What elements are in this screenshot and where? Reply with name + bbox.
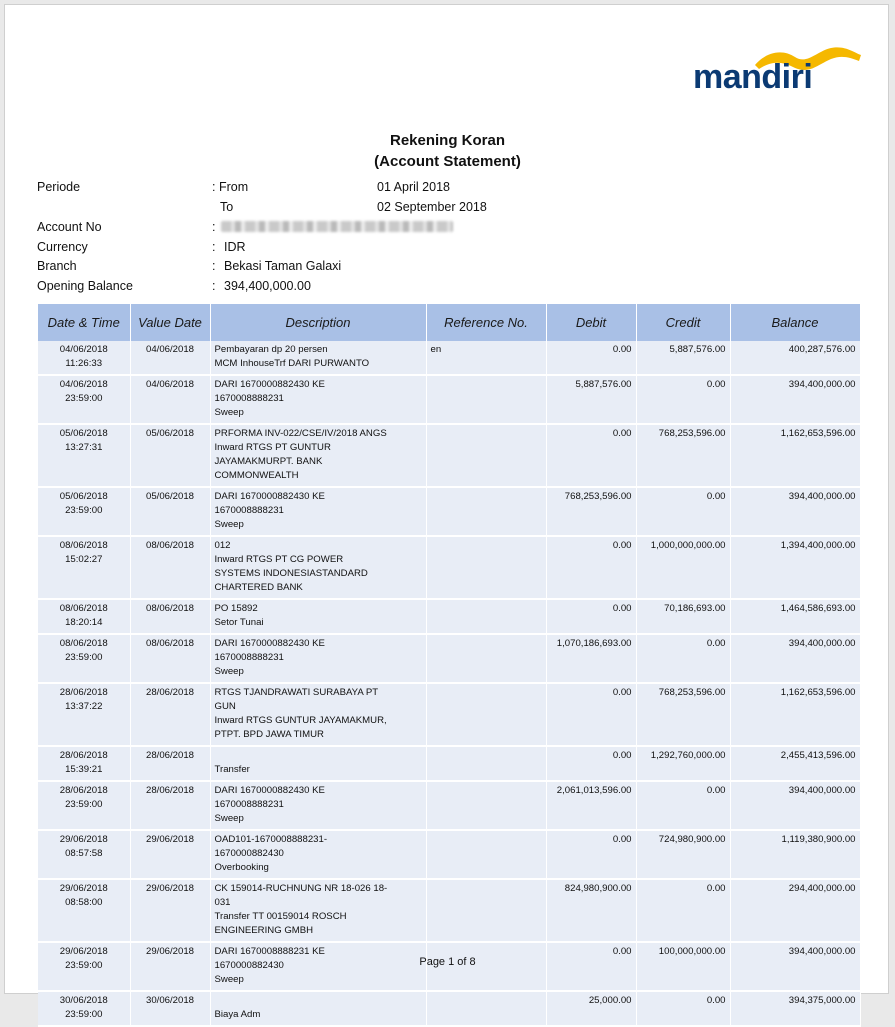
description-line: PRFORMA INV-022/CSE/IV/2018 ANGS xyxy=(214,428,387,439)
description-line: Sweep xyxy=(214,666,244,677)
cell-credit: 0.00 xyxy=(636,487,730,536)
cell-value-date: 28/06/2018 xyxy=(130,683,210,746)
cell-reference xyxy=(426,536,546,599)
cell-reference xyxy=(426,991,546,1026)
table-row xyxy=(38,341,860,375)
cell-balance: 394,400,000.00 xyxy=(730,942,860,991)
cell-description xyxy=(210,536,426,599)
cell-value-date: 04/06/2018 xyxy=(130,341,210,375)
logo-wordmark: mandiri xyxy=(693,58,813,96)
cell-credit: 5,887,576.00 xyxy=(636,341,730,375)
cell-credit: 100,000,000.00 xyxy=(636,942,730,991)
cell-balance: 294,400,000.00 xyxy=(730,879,860,942)
cell-credit: 768,253,596.00 xyxy=(636,683,730,746)
cell-date-time xyxy=(38,683,130,746)
cell-debit: 5,887,576.00 xyxy=(546,375,636,424)
col-reference: Reference No. xyxy=(426,304,546,341)
cell-date: 05/06/2018 xyxy=(59,491,108,502)
description-line: 1670008888231 xyxy=(214,505,284,516)
cell-time: 23:59:00 xyxy=(65,1009,103,1020)
branch-value: Bekasi Taman Galaxi xyxy=(224,259,342,273)
table-row xyxy=(38,781,860,830)
table-row xyxy=(38,536,860,599)
to-label: To xyxy=(220,200,234,214)
cell-value-date: 29/06/2018 xyxy=(130,942,210,991)
periode-label: Periode xyxy=(37,180,81,194)
cell-balance: 1,162,653,596.00 xyxy=(730,683,860,746)
description-line: 1670008888231 xyxy=(214,799,284,810)
description-line: Sweep xyxy=(214,813,244,824)
cell-time: 11:26:33 xyxy=(65,358,103,369)
opening-balance-colon: : xyxy=(212,279,216,293)
description-line: ENGINEERING GMBH xyxy=(214,925,314,936)
cell-date: 28/06/2018 xyxy=(59,785,108,796)
cell-date-time xyxy=(38,599,130,634)
cell-reference xyxy=(426,879,546,942)
description-line: Sweep xyxy=(214,519,244,530)
cell-description xyxy=(210,487,426,536)
col-credit: Credit xyxy=(636,304,730,341)
cell-date: 08/06/2018 xyxy=(59,603,108,614)
cell-credit: 0.00 xyxy=(636,781,730,830)
account-label: Account No xyxy=(37,220,102,234)
cell-debit: 0.00 xyxy=(546,942,636,991)
description-line: JAYAMAKMURPT. BANK xyxy=(214,456,323,467)
table-row xyxy=(38,683,860,746)
cell-value-date: 29/06/2018 xyxy=(130,879,210,942)
col-date-time: Date & Time xyxy=(38,304,130,341)
description-line: 1670008888231 xyxy=(214,393,284,404)
col-value-date: Value Date xyxy=(130,304,210,341)
description-line: SYSTEMS INDONESIASTANDARD xyxy=(214,568,368,579)
description-line: Pembayaran dp 20 persen xyxy=(214,344,328,355)
description-line: COMMONWEALTH xyxy=(214,470,299,481)
cell-balance: 400,287,576.00 xyxy=(730,341,860,375)
description-line: Overbooking xyxy=(214,862,269,873)
cell-balance: 394,400,000.00 xyxy=(730,375,860,424)
cell-time: 15:02:27 xyxy=(65,554,103,565)
cell-date: 05/06/2018 xyxy=(59,428,108,439)
cell-debit: 768,253,596.00 xyxy=(546,487,636,536)
opening-balance-label: Opening Balance xyxy=(37,279,133,293)
cell-date-time xyxy=(38,424,130,487)
to-value: 02 September 2018 xyxy=(377,200,487,214)
cell-date-time xyxy=(38,375,130,424)
description-line: 031 xyxy=(214,897,231,908)
cell-balance: 394,400,000.00 xyxy=(730,781,860,830)
cell-date: 08/06/2018 xyxy=(59,540,108,551)
cell-debit: 824,980,900.00 xyxy=(546,879,636,942)
table-row xyxy=(38,991,860,1026)
account-colon: : xyxy=(212,220,216,234)
cell-date: 28/06/2018 xyxy=(59,687,108,698)
cell-credit: 0.00 xyxy=(636,879,730,942)
cell-debit: 1,070,186,693.00 xyxy=(546,634,636,683)
cell-value-date: 08/06/2018 xyxy=(130,599,210,634)
statement-page xyxy=(4,4,889,1020)
table-header-row xyxy=(38,304,860,341)
table-row xyxy=(38,634,860,683)
cell-value-date: 04/06/2018 xyxy=(130,375,210,424)
from-value: 01 April 2018 xyxy=(377,180,450,194)
cell-reference xyxy=(426,683,546,746)
opening-balance-value: 394,400,000.00 xyxy=(224,279,311,293)
cell-reference xyxy=(426,375,546,424)
cell-credit: 0.00 xyxy=(636,375,730,424)
description-line: DARI 1670000882430 KE xyxy=(214,379,325,390)
description-line: MCM InhouseTrf DARI PURWANTO xyxy=(214,358,370,369)
cell-time: 08:58:00 xyxy=(65,897,103,908)
col-balance: Balance xyxy=(730,304,860,341)
branch-label: Branch xyxy=(37,259,77,273)
cell-time: 23:59:00 xyxy=(65,505,103,516)
description-line: Sweep xyxy=(214,974,244,985)
cell-balance: 2,455,413,596.00 xyxy=(730,746,860,781)
cell-description xyxy=(210,599,426,634)
cell-credit: 724,980,900.00 xyxy=(636,830,730,879)
cell-credit: 0.00 xyxy=(636,991,730,1026)
description-line: Transfer TT 00159014 ROSCH xyxy=(214,911,347,922)
cell-description xyxy=(210,991,426,1026)
description-line: Biaya Adm xyxy=(214,1009,261,1020)
cell-description xyxy=(210,746,426,781)
description-line: RTGS TJANDRAWATI SURABAYA PT xyxy=(214,687,379,698)
mandiri-logo xyxy=(691,45,863,101)
description-line: 1670000882430 xyxy=(214,960,284,971)
cell-value-date: 05/06/2018 xyxy=(130,487,210,536)
cell-date-time xyxy=(38,536,130,599)
cell-time: 23:59:00 xyxy=(65,652,103,663)
cell-reference: en xyxy=(426,341,546,375)
cell-description xyxy=(210,341,426,375)
cell-time: 23:59:00 xyxy=(65,393,103,404)
description-line: Transfer xyxy=(214,764,250,775)
description-line: CHARTERED BANK xyxy=(214,582,303,593)
cell-debit: 0.00 xyxy=(546,683,636,746)
description-line: 012 xyxy=(214,540,231,551)
description-line: DARI 1670000882430 KE xyxy=(214,491,325,502)
transactions-table xyxy=(38,304,861,1027)
description-line xyxy=(215,749,422,763)
description-line xyxy=(215,994,422,1008)
cell-balance: 1,464,586,693.00 xyxy=(730,599,860,634)
description-line: 1670008888231 xyxy=(214,652,284,663)
table-row xyxy=(38,830,860,879)
cell-date: 04/06/2018 xyxy=(59,379,108,390)
description-line: OAD101-1670008888231- xyxy=(214,834,328,845)
cell-date-time xyxy=(38,634,130,683)
description-line: GUN xyxy=(214,701,236,712)
cell-balance: 394,375,000.00 xyxy=(730,991,860,1026)
page-number: Page 1 of 8 xyxy=(419,956,476,968)
table-row xyxy=(38,375,860,424)
description-line: 1670000882430 xyxy=(214,848,284,859)
cell-value-date: 08/06/2018 xyxy=(130,634,210,683)
table-row xyxy=(38,487,860,536)
account-number-redacted xyxy=(221,221,453,232)
description-line: PO 15892 xyxy=(214,603,258,614)
description-line: DARI 1670000882430 KE xyxy=(214,785,325,796)
cell-time: 18:20:14 xyxy=(65,617,103,628)
currency-label: Currency xyxy=(37,240,88,254)
cell-debit: 2,061,013,596.00 xyxy=(546,781,636,830)
page-subtitle: (Account Statement) xyxy=(374,153,521,170)
description-line: Inward RTGS PT CG POWER xyxy=(214,554,344,565)
table-row xyxy=(38,424,860,487)
cell-time: 13:37:22 xyxy=(65,701,103,712)
cell-date-time xyxy=(38,991,130,1026)
cell-date: 30/06/2018 xyxy=(59,995,108,1006)
col-debit: Debit xyxy=(546,304,636,341)
cell-description xyxy=(210,424,426,487)
col-description: Description xyxy=(210,304,426,341)
cell-description xyxy=(210,879,426,942)
table-row xyxy=(38,599,860,634)
description-line: DARI 1670000882430 KE xyxy=(214,638,325,649)
cell-balance: 394,400,000.00 xyxy=(730,634,860,683)
cell-reference xyxy=(426,781,546,830)
cell-time: 13:27:31 xyxy=(65,442,103,453)
cell-value-date: 28/06/2018 xyxy=(130,781,210,830)
table-body xyxy=(38,341,860,1026)
page-title: Rekening Koran xyxy=(389,132,506,149)
cell-debit: 0.00 xyxy=(546,746,636,781)
cell-description xyxy=(210,683,426,746)
cell-date: 08/06/2018 xyxy=(59,638,108,649)
cell-debit: 25,000.00 xyxy=(546,991,636,1026)
cell-balance: 1,119,380,900.00 xyxy=(730,830,860,879)
cell-time: 08:57:58 xyxy=(65,848,103,859)
cell-value-date: 30/06/2018 xyxy=(130,991,210,1026)
description-line: Setor Tunai xyxy=(214,617,264,628)
cell-reference xyxy=(426,746,546,781)
cell-time: 23:59:00 xyxy=(65,799,103,810)
cell-date: 29/06/2018 xyxy=(59,946,108,957)
description-line: Inward RTGS PT GUNTUR xyxy=(214,442,331,453)
cell-debit: 0.00 xyxy=(546,599,636,634)
cell-date-time xyxy=(38,341,130,375)
cell-reference xyxy=(426,599,546,634)
cell-balance: 1,162,653,596.00 xyxy=(730,424,860,487)
cell-date: 04/06/2018 xyxy=(59,344,108,355)
cell-date-time xyxy=(38,781,130,830)
from-label: : From xyxy=(212,180,249,194)
branch-colon: : xyxy=(212,259,216,273)
cell-reference xyxy=(426,487,546,536)
cell-credit: 0.00 xyxy=(636,634,730,683)
cell-debit: 0.00 xyxy=(546,424,636,487)
cell-date-time xyxy=(38,746,130,781)
cell-credit: 70,186,693.00 xyxy=(636,599,730,634)
cell-balance: 1,394,400,000.00 xyxy=(730,536,860,599)
description-line: DARI 1670008888231 KE xyxy=(214,946,325,957)
description-line: Inward RTGS GUNTUR JAYAMAKMUR, xyxy=(214,715,387,726)
cell-time: 15:39:21 xyxy=(65,764,103,775)
cell-value-date: 05/06/2018 xyxy=(130,424,210,487)
cell-value-date: 29/06/2018 xyxy=(130,830,210,879)
description-line: CK 159014-RUCHNUNG NR 18-026 18- xyxy=(214,883,388,894)
cell-credit: 768,253,596.00 xyxy=(636,424,730,487)
cell-balance: 394,400,000.00 xyxy=(730,487,860,536)
cell-reference xyxy=(426,830,546,879)
cell-debit: 0.00 xyxy=(546,830,636,879)
cell-description xyxy=(210,375,426,424)
cell-date: 29/06/2018 xyxy=(59,883,108,894)
currency-value: IDR xyxy=(224,240,246,254)
cell-description xyxy=(210,634,426,683)
cell-date-time xyxy=(38,830,130,879)
cell-date: 28/06/2018 xyxy=(59,750,108,761)
cell-date-time xyxy=(38,487,130,536)
cell-value-date: 08/06/2018 xyxy=(130,536,210,599)
cell-debit: 0.00 xyxy=(546,341,636,375)
currency-colon: : xyxy=(212,240,216,254)
cell-credit: 1,292,760,000.00 xyxy=(636,746,730,781)
cell-date: 29/06/2018 xyxy=(59,834,108,845)
table-row xyxy=(38,879,860,942)
cell-debit: 0.00 xyxy=(546,536,636,599)
cell-description xyxy=(210,830,426,879)
cell-reference xyxy=(426,634,546,683)
cell-description xyxy=(210,781,426,830)
description-line: PTPT. BPD JAWA TIMUR xyxy=(214,729,324,740)
cell-value-date: 28/06/2018 xyxy=(130,746,210,781)
table-row xyxy=(38,746,860,781)
cell-time: 23:59:00 xyxy=(65,960,103,971)
cell-credit: 1,000,000,000.00 xyxy=(636,536,730,599)
description-line: Sweep xyxy=(214,407,244,418)
cell-date-time xyxy=(38,879,130,942)
cell-reference xyxy=(426,424,546,487)
